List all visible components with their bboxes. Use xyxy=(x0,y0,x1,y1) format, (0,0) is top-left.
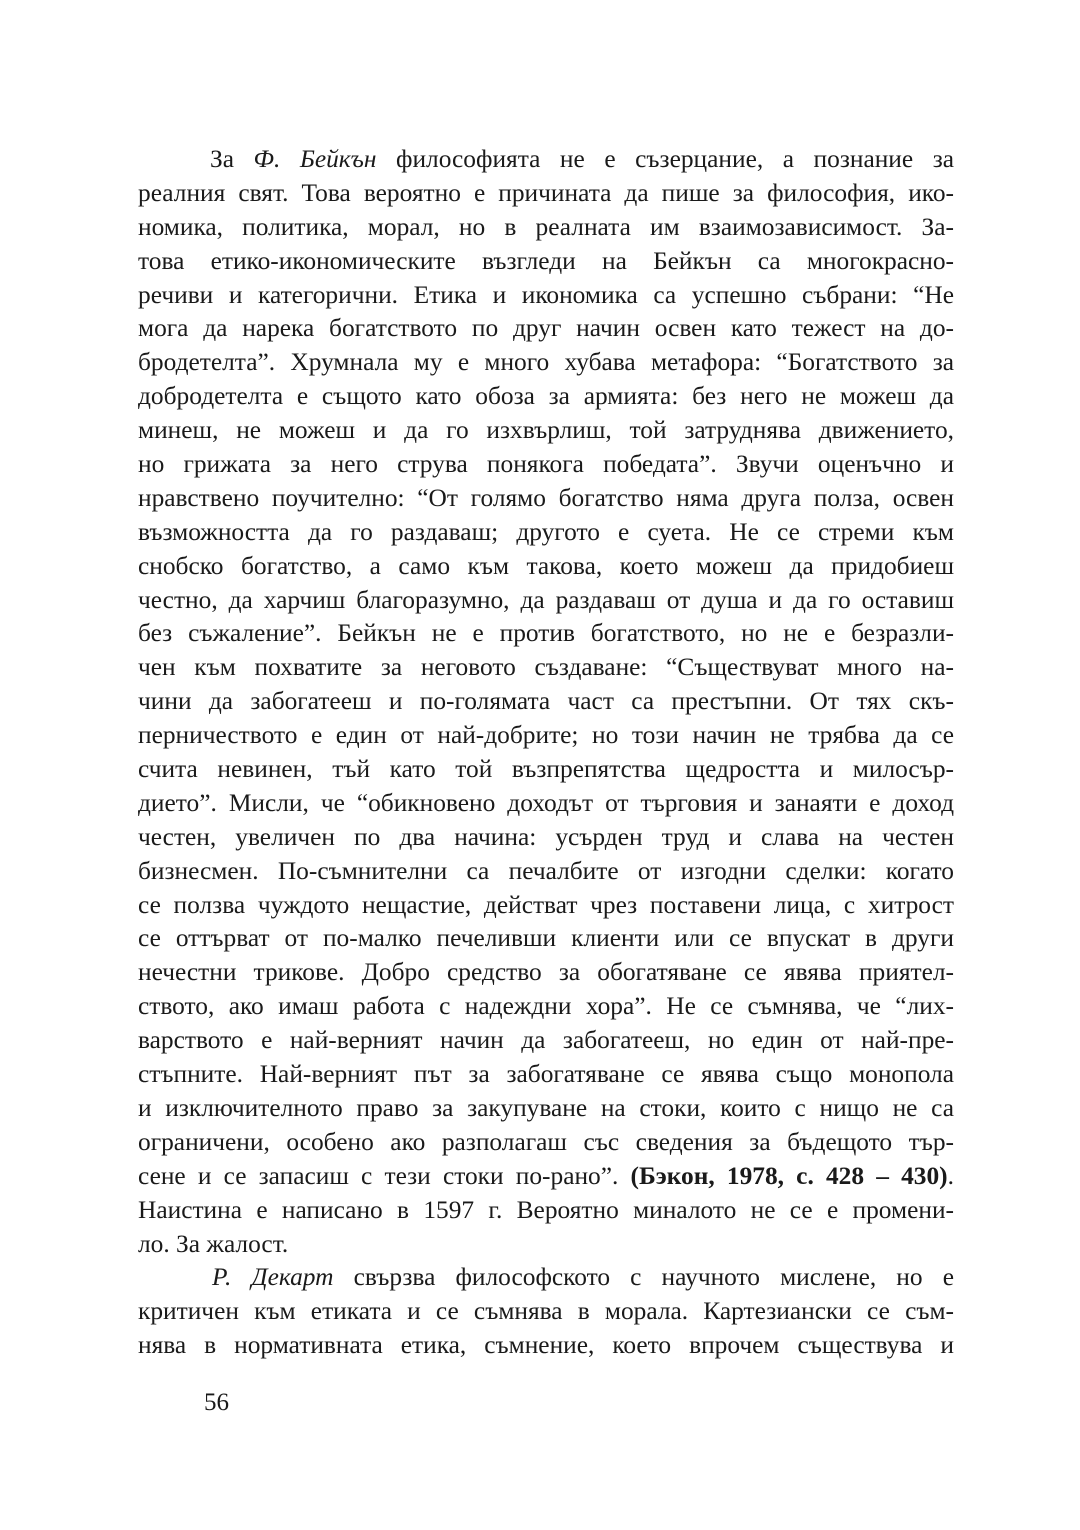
text-segment: без съжаление”. Бейкън не е против богатството, но не е безразли- xyxy=(138,619,954,648)
text-segment: нравствено поучително: “От голямо богатство няма друга полза, освен xyxy=(138,483,954,512)
text-segment: ограничени, особено ако разполагаш със сведения за бъдещото тър- xyxy=(138,1127,954,1156)
text-line xyxy=(138,279,954,313)
text-segment: философията не е съзерцание, а познание за xyxy=(376,145,955,173)
text-line xyxy=(138,889,954,923)
text-line xyxy=(138,380,954,414)
text-line xyxy=(138,584,954,618)
text-segment: свързва философското с научното мислене, но е xyxy=(333,1263,954,1292)
text-segment: чен към похватите за неговото създаване: “Съществуват много на- xyxy=(138,653,954,682)
text-line xyxy=(138,1126,954,1160)
text-line xyxy=(138,1058,954,1092)
text-segment: перничеството е един от най-добрите; но този начин не трябва да се xyxy=(138,721,954,750)
text-segment: честен, увеличен по два начина: усърден труд и слава на честен xyxy=(138,822,954,851)
text-line xyxy=(138,516,954,550)
text-line xyxy=(138,821,954,855)
text-segment: се ползва чуждото нещастие, действат чрез поставени лица, с хитрост xyxy=(138,890,954,919)
text-segment: ло. За жалост. xyxy=(138,1229,289,1258)
text-line xyxy=(138,719,954,753)
text-segment: сене и се запасиш с тези стоки по-рано”. xyxy=(138,1161,631,1190)
text-segment: стъпните. Най-верният път за забогатяване се явява също монопола xyxy=(138,1060,954,1089)
text-line xyxy=(138,1261,954,1295)
page-number: 56 xyxy=(204,1389,229,1416)
text-segment: минеш, не можеш и да го изхвърлиш, той затруднява движението, xyxy=(138,416,954,445)
text-segment: . xyxy=(947,1161,954,1190)
text-line xyxy=(138,1295,954,1329)
text-segment: бродетелта”. Хрумнала му е много хубава метафора: “Богатството за xyxy=(138,348,954,377)
text-segment: речиви и категорични. Етика и икономика са успешно събрани: “Не xyxy=(138,280,954,309)
text-line xyxy=(138,990,954,1024)
text-line xyxy=(138,1160,954,1194)
text-segment: чини да забогатееш и по-голямата част са престъпни. От тях скъ- xyxy=(138,687,954,716)
text-segment: нява в нормативната етика, съмнение, което впрочем съществува и xyxy=(138,1331,954,1360)
text-line xyxy=(138,482,954,516)
text-line xyxy=(138,1329,954,1363)
text-line xyxy=(138,143,954,177)
text-segment: мога да нарека богатството по друг начин освен като тежест на до- xyxy=(138,314,954,343)
body-text xyxy=(138,143,954,1363)
text-segment: снобско богатство, а само към такова, което можеш да придобиеш xyxy=(138,551,954,580)
text-line xyxy=(138,312,954,346)
text-line xyxy=(138,617,954,651)
text-line xyxy=(138,922,954,956)
text-line xyxy=(138,753,954,787)
text-segment: това етико-икономическите възгледи на Бейкън са многокрасно- xyxy=(138,246,954,275)
text-segment: За xyxy=(210,145,254,173)
text-segment: се оттърват от по-малко печеливши клиенти или се впускат в други xyxy=(138,924,954,953)
text-line xyxy=(138,1228,954,1262)
text-line xyxy=(138,956,954,990)
text-segment: Наистина е написано в 1597 г. Вероятно миналото не се е промени- xyxy=(138,1195,954,1224)
text-line xyxy=(138,651,954,685)
text-line xyxy=(138,448,954,482)
text-segment: и изключителното право за закупуване на стоки, които с нищо не са xyxy=(138,1093,954,1122)
text-segment: дието”. Мисли, че “обикновено доходът от търговия и занаяти е доход xyxy=(138,788,954,817)
italic-name: Ф. Бейкън xyxy=(253,145,377,173)
text-line xyxy=(138,414,954,448)
text-line xyxy=(138,211,954,245)
text-line xyxy=(138,855,954,889)
text-segment: бизнесмен. По-съмнителни са печалбите от изгодни сделки: когато xyxy=(138,856,954,885)
text-segment: варството е най-верният начин да забогатееш, но един от най-пре- xyxy=(138,1026,954,1055)
italic-name: Р. Декарт xyxy=(212,1263,334,1292)
text-segment: ството, ако имаш работа с надеждни хора”. Не се съмнява, че “лих- xyxy=(138,992,954,1021)
text-line xyxy=(138,1194,954,1228)
text-line xyxy=(138,177,954,211)
text-segment: възможността да го раздаваш; другото е суета. Не се стреми към xyxy=(138,517,954,546)
citation: (Бэкон, 1978, с. 428 – 430) xyxy=(630,1161,948,1190)
text-segment: нечестни трикове. Добро средство за обогатяване се явява приятел- xyxy=(138,958,954,987)
text-segment: добродетелта е същото като обоза за армията: без него не можеш да xyxy=(138,382,954,411)
text-segment: счита невинен, тъй като той възпрепятства щедростта и милосър- xyxy=(138,755,954,784)
text-line xyxy=(138,685,954,719)
text-segment: номика, политика, морал, но в реалната им взаимозависимост. За- xyxy=(138,212,954,241)
text-line xyxy=(138,245,954,279)
text-segment: но грижата за него струва понякога победата”. Звучи оценъчно и xyxy=(138,450,954,479)
text-segment: честно, да харчиш благоразумно, да раздаваш от душа и да го оставиш xyxy=(138,585,954,614)
text-line xyxy=(138,346,954,380)
text-line xyxy=(138,1092,954,1126)
text-line xyxy=(138,787,954,821)
text-segment: реалния свят. Това вероятно е причината да пише за философия, ико- xyxy=(138,178,954,207)
text-segment: критичен към етиката и се съмнява в морала. Картезиански се съм- xyxy=(138,1297,954,1326)
text-line xyxy=(138,1024,954,1058)
text-line xyxy=(138,550,954,584)
